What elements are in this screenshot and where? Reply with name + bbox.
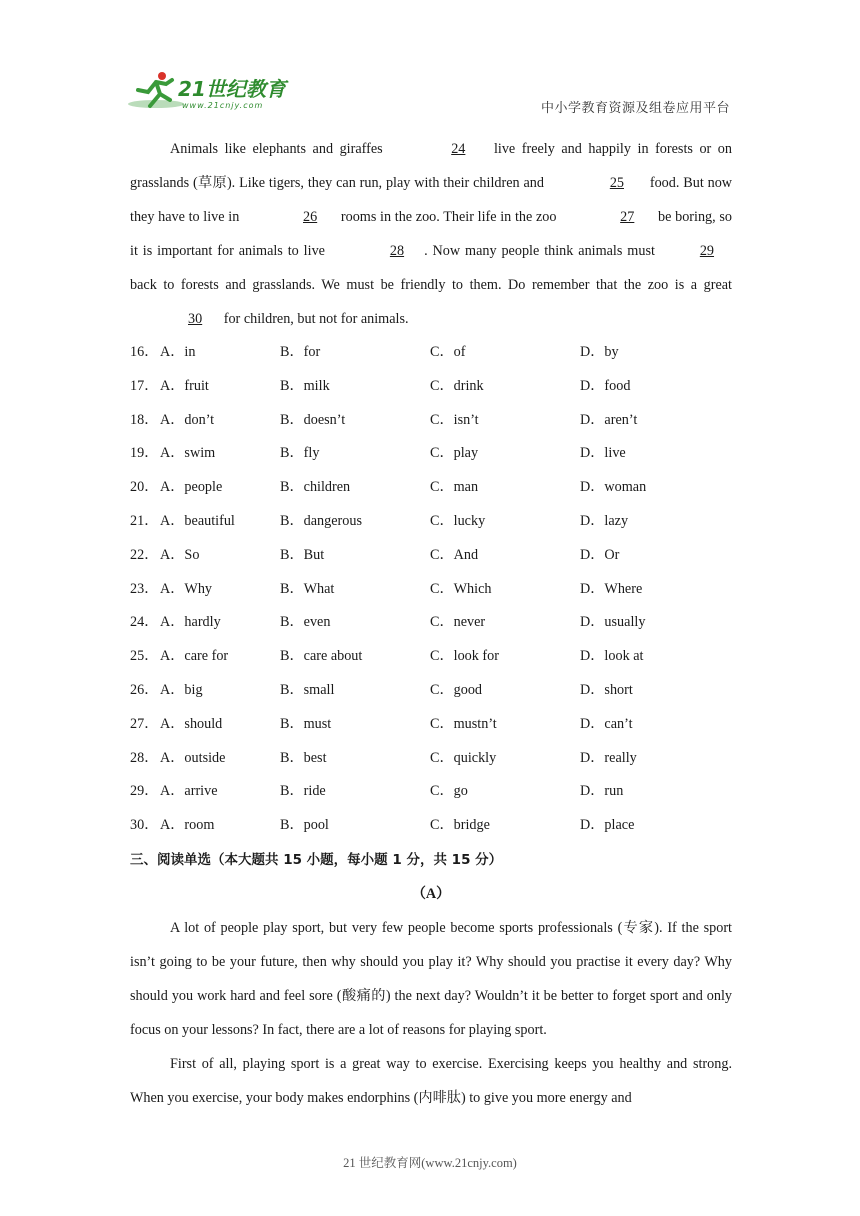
option-a: A．don’t xyxy=(160,411,215,428)
passage-text: back to forests and grasslands. We must be friendly to them. Do remember that the zoo is a great xyxy=(130,277,732,293)
footer-text: 21 世纪教育网(www.21cnjy.com) xyxy=(343,1156,517,1170)
passage-text: . Now many people think animals must xyxy=(424,243,655,259)
question-row xyxy=(130,606,732,640)
option-b: B．milk xyxy=(280,377,330,394)
blank-29: 29 xyxy=(699,243,715,259)
option-b: B．But xyxy=(280,546,325,563)
option-c: C．go xyxy=(430,783,468,800)
option-b: B．small xyxy=(280,681,335,698)
option-a: A．beautiful xyxy=(160,512,235,529)
blank-25: 25 xyxy=(609,175,624,191)
question-number: 27． xyxy=(130,715,159,732)
option-c: C．lucky xyxy=(430,512,486,529)
option-c: C．Which xyxy=(430,580,492,597)
question-row xyxy=(130,775,732,809)
option-d: D．by xyxy=(580,344,619,360)
option-d: D．Where xyxy=(580,580,643,597)
option-a: A．should xyxy=(160,715,223,732)
option-c: C．play xyxy=(430,445,479,462)
option-d: D．live xyxy=(580,445,626,462)
question-row xyxy=(130,336,732,370)
option-b: B．even xyxy=(280,614,331,631)
passage-text: Animals like elephants and giraffes xyxy=(170,141,383,157)
question-row xyxy=(130,437,732,471)
option-d: D．really xyxy=(580,749,637,766)
option-a: A．people xyxy=(160,479,223,496)
question-row xyxy=(130,539,732,573)
reading-paragraph-2: First of all, playing sport is a great way to exercise. Exercising keeps you healthy and strong. When you exercise, your body makes endorphins (内啡肽) to give you more energy and xyxy=(130,1055,732,1106)
question-number: 18． xyxy=(130,411,159,428)
question-row xyxy=(130,573,732,607)
question-number: 25． xyxy=(130,648,159,665)
option-d: D．place xyxy=(580,817,635,834)
question-number: 16． xyxy=(130,344,159,360)
logo-text: 21世纪教育 xyxy=(178,77,286,101)
option-a: A．swim xyxy=(160,445,216,462)
passage-text: live freely and happily in forests or on grasslands (草原). Like tigers, they can run, play with their children and xyxy=(130,141,732,191)
question-number: 29． xyxy=(130,783,159,800)
reading-paragraph-1: A lot of people play sport, but very few people become sports professionals (专家). If the sport isn’t going to be your future, then why should you play it? Why should you practise it every day? Why should you work hard and feel sore (酸痛的) the next day? Wouldn’t it be better to forget sport and only focus on your lessons? In fact, there are a lot of reasons for playing sport. xyxy=(130,919,732,1038)
option-d: D．Or xyxy=(580,546,620,563)
logo-url: www.21cnjy.com xyxy=(182,101,264,110)
option-b: B．children xyxy=(280,479,351,496)
question-number: 21． xyxy=(130,512,159,529)
option-d: D．aren’t xyxy=(580,411,638,428)
page-content xyxy=(130,132,732,1115)
option-a: A．big xyxy=(160,681,203,698)
option-c: C．bridge xyxy=(430,817,490,834)
option-a: A．outside xyxy=(160,749,226,766)
option-a: A．fruit xyxy=(160,377,209,394)
option-b: B．best xyxy=(280,749,327,766)
option-d: D．can’t xyxy=(580,715,633,732)
option-d: D．run xyxy=(580,783,624,800)
option-b: B．pool xyxy=(280,817,329,834)
option-b: B．dangerous xyxy=(280,512,362,529)
question-row xyxy=(130,640,732,674)
option-d: D．woman xyxy=(580,479,647,496)
option-d: D．short xyxy=(580,681,633,698)
passage-text: rooms in the zoo. Their life in the zoo xyxy=(340,209,557,225)
option-b: B．fly xyxy=(280,445,320,462)
option-a: A．room xyxy=(160,817,215,834)
option-a: A．arrive xyxy=(160,783,218,800)
question-number: 19． xyxy=(130,445,159,462)
option-c: C．mustn’t xyxy=(430,715,497,732)
section-title: 三、阅读单选（本大题共 15 小题，每小题 1 分，共 15 分） xyxy=(130,851,503,868)
blank-30: 30 xyxy=(188,311,203,327)
option-a: A．So xyxy=(160,546,200,563)
question-row xyxy=(130,404,732,438)
option-d: D．food xyxy=(580,377,631,394)
option-a: A．care for xyxy=(160,648,229,665)
option-c: C．isn’t xyxy=(430,411,479,428)
option-b: B．care about xyxy=(280,648,363,665)
option-c: C．of xyxy=(430,344,466,360)
option-d: D．look at xyxy=(580,648,644,665)
option-c: C．look for xyxy=(430,648,499,665)
option-c: C．And xyxy=(430,546,479,563)
option-b: B．What xyxy=(280,580,335,597)
option-c: C．drink xyxy=(430,377,484,394)
question-row xyxy=(130,505,732,539)
option-d: D．lazy xyxy=(580,512,629,529)
question-row xyxy=(130,742,732,776)
passage-subtitle: （A） xyxy=(411,885,451,902)
question-number: 23． xyxy=(130,580,159,597)
question-number: 26． xyxy=(130,681,159,698)
question-number: 22． xyxy=(130,546,159,563)
question-number: 20． xyxy=(130,479,159,496)
question-number: 24． xyxy=(130,614,159,631)
question-row xyxy=(130,370,732,404)
option-a: A．Why xyxy=(160,580,213,597)
option-d: D．usually xyxy=(580,614,646,631)
blank-26: 26 xyxy=(303,209,318,225)
passage-text: be boring, so it is important for animals to live xyxy=(130,209,732,259)
question-row xyxy=(130,471,732,505)
passage-text: for children, but not for animals. xyxy=(223,311,409,327)
question-row xyxy=(130,674,732,708)
passage-text: food. But now they have to live in xyxy=(130,175,733,225)
option-b: B．ride xyxy=(280,783,326,800)
option-a: A．in xyxy=(160,344,196,360)
option-c: C．man xyxy=(430,479,479,496)
question-number: 30． xyxy=(130,817,159,834)
question-options-list xyxy=(130,336,732,843)
option-b: B．doesn’t xyxy=(280,411,346,428)
logo xyxy=(126,70,296,114)
question-row xyxy=(130,708,732,742)
blank-24: 24 xyxy=(451,141,466,157)
option-c: C．quickly xyxy=(430,749,497,766)
question-row xyxy=(130,809,732,843)
question-number: 17． xyxy=(130,377,159,394)
option-a: A．hardly xyxy=(160,614,221,631)
blank-28: 28 xyxy=(389,243,405,259)
header-platform-name: 中小学教育资源及组卷应用平台 xyxy=(540,101,730,116)
cloze-passage xyxy=(130,132,732,336)
option-b: B．for xyxy=(280,344,321,360)
option-c: C．good xyxy=(430,681,483,698)
logo-runner-icon xyxy=(126,70,296,114)
option-b: B．must xyxy=(280,715,332,732)
option-c: C．never xyxy=(430,614,486,631)
blank-27: 27 xyxy=(620,209,635,225)
question-number: 28． xyxy=(130,749,159,766)
